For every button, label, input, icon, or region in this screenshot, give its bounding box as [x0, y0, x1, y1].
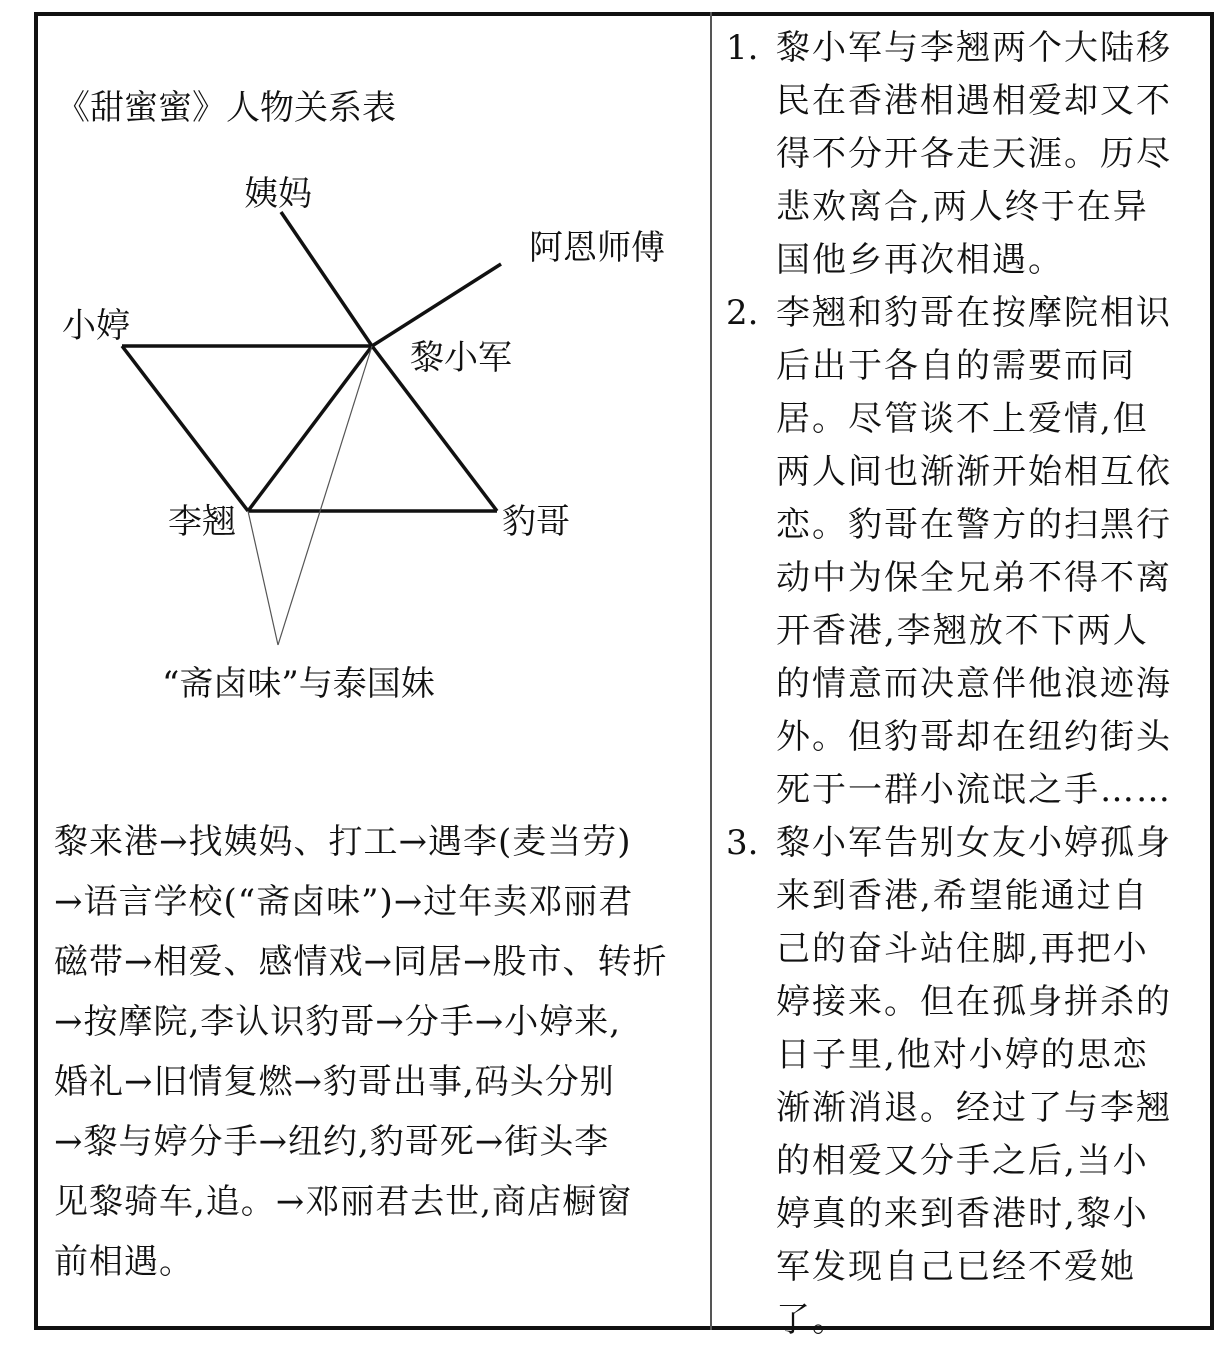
- node-bao: 豹哥: [502, 502, 570, 542]
- notes-column: [726, 22, 1204, 1347]
- note-line: 得不分开各走天涯。历尽: [776, 134, 1172, 174]
- note-line: 悲欢离合,两人终于在异: [776, 187, 1149, 227]
- note-body: [776, 22, 1196, 287]
- timeline-line: →黎与婷分手→纽约,豹哥死→街头李: [54, 1122, 610, 1162]
- node-aen: 阿恩师傅: [529, 228, 665, 268]
- note-item: [726, 817, 1204, 1347]
- edge-liqiao-zhai: [248, 511, 278, 645]
- node-lixiaojun: 黎小军: [410, 338, 512, 378]
- edge-lixiaojun-zhai: [278, 346, 372, 645]
- note-number: 1.: [726, 28, 759, 68]
- note-line: 婷真的来到香港时,黎小: [776, 1194, 1149, 1234]
- note-line: 来到香港,希望能通过自: [776, 876, 1149, 916]
- note-item: [726, 287, 1204, 817]
- note-line: 婷接来。但在孤身拼杀的: [776, 982, 1172, 1022]
- note-line: 黎小军与李翘两个大陆移: [776, 28, 1172, 68]
- timeline-line: 黎来港→找姨妈、打工→遇李(麦当劳): [54, 822, 632, 862]
- plot-timeline: [54, 812, 704, 1292]
- note-line: 恋。豹哥在警方的扫黑行: [776, 505, 1172, 545]
- note-line: 渐渐消退。经过了与李翘: [776, 1088, 1172, 1128]
- timeline-line: →按摩院,李认识豹哥→分手→小婷来,: [54, 1002, 622, 1042]
- note-line: 李翘和豹哥在按摩院相识: [776, 293, 1172, 333]
- note-line: 己的奋斗站住脚,再把小: [776, 929, 1149, 969]
- node-liqiao: 李翘: [168, 502, 236, 542]
- note-line: 后出于各自的需要而同: [776, 346, 1136, 386]
- note-line: 民在香港相遇相爱却又不: [776, 81, 1172, 121]
- timeline-line: 前相遇。: [54, 1242, 194, 1282]
- note-line: 居。尽管谈不上爱情,但: [776, 399, 1149, 439]
- timeline-line: 磁带→相爱、感情戏→同居→股市、转折: [54, 942, 668, 982]
- note-line: 开香港,李翘放不下两人: [776, 611, 1149, 651]
- diagram-title: 《甜蜜蜜》人物关系表: [56, 88, 396, 128]
- timeline-line: 见黎骑车,追。→邓丽君去世,商店橱窗: [54, 1182, 633, 1222]
- note-line: 日子里,他对小婷的思恋: [776, 1035, 1149, 1075]
- note-body: [776, 287, 1196, 817]
- note-item: [726, 22, 1204, 287]
- note-line: 军发现自己已经不爱她: [776, 1247, 1136, 1287]
- note-line: 的情意而决意伴他浪迹海: [776, 664, 1172, 704]
- note-line: 死于一群小流氓之手……: [776, 770, 1172, 810]
- note-line: 黎小军告别女友小婷孤身: [776, 823, 1172, 863]
- note-number: 2.: [726, 293, 759, 333]
- note-line: 的相爱又分手之后,当小: [776, 1141, 1149, 1181]
- note-line: 国他乡再次相遇。: [776, 240, 1064, 280]
- note-line: 两人间也渐渐开始相互依: [776, 452, 1172, 492]
- note-line: 了。: [776, 1300, 848, 1340]
- edge-lixiaojun-liqiao: [248, 346, 372, 511]
- edge-xiaoting-liqiao: [122, 346, 248, 511]
- note-number: 3.: [726, 823, 759, 863]
- note-body: [776, 817, 1196, 1347]
- node-zhai: “斋卤味”与泰国妹: [162, 664, 435, 704]
- note-line: 动中为保全兄弟不得不离: [776, 558, 1172, 598]
- node-xiaoting: 小婷: [62, 306, 130, 346]
- note-line: 外。但豹哥却在纽约街头: [776, 717, 1172, 757]
- edge-yima-lixiaojun: [281, 212, 372, 346]
- timeline-line: 婚礼→旧情复燃→豹哥出事,码头分别: [54, 1062, 615, 1102]
- timeline-line: →语言学校(“斋卤味”)→过年卖邓丽君: [54, 882, 634, 922]
- node-yima: 姨妈: [244, 174, 312, 214]
